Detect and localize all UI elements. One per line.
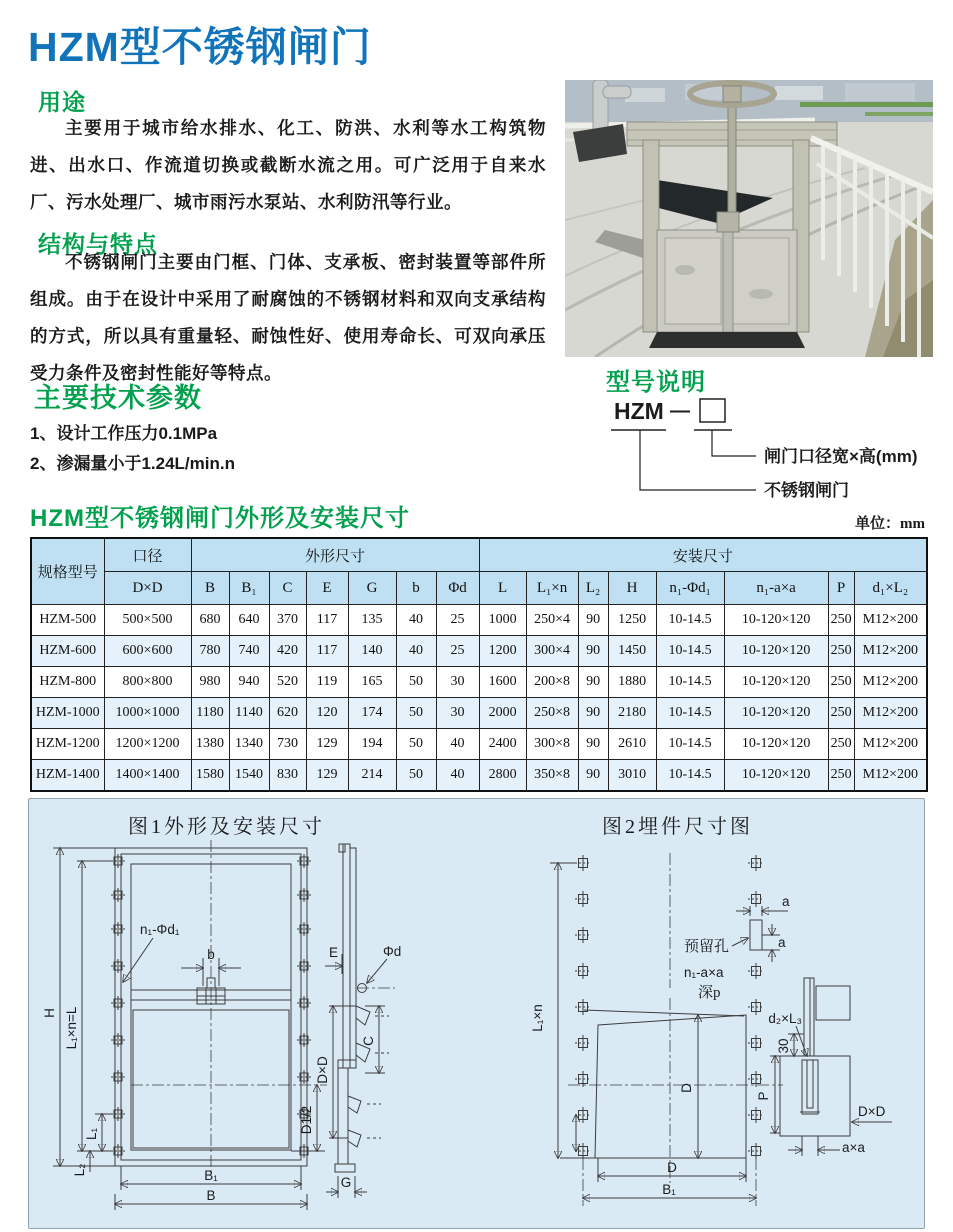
value-cell: 117 xyxy=(306,636,348,667)
model-cell: HZM-1400 xyxy=(31,760,104,792)
table-row xyxy=(31,760,927,792)
value-cell: 50 xyxy=(396,729,436,760)
col-header: L₂ xyxy=(578,572,608,605)
model-cell: HZM-500 xyxy=(31,605,104,636)
value-cell: 250 xyxy=(828,667,854,698)
value-cell: 370 xyxy=(269,605,306,636)
value-cell: 129 xyxy=(306,729,348,760)
fig1-label-L1xn-L: L₁×n=L xyxy=(64,1006,79,1050)
fig1-label-B1: B₁ xyxy=(204,1168,218,1183)
parameter-item: 2、渗漏量小于1.24L/min.n xyxy=(30,454,235,473)
value-cell: 120 xyxy=(306,698,348,729)
fig1-label-E: E xyxy=(329,945,339,960)
model-size-label: 闸门口径宽×高(mm) xyxy=(764,447,918,466)
value-cell: 600×600 xyxy=(104,636,191,667)
value-cell: 10-14.5 xyxy=(656,667,724,698)
value-cell: 1000×1000 xyxy=(104,698,191,729)
value-cell: 2400 xyxy=(479,729,526,760)
parameter-item: 1、设计工作压力0.1MPa xyxy=(30,424,218,443)
usage-heading: 用途 xyxy=(38,89,86,115)
model-prefix: HZM xyxy=(614,398,664,424)
value-cell: 940 xyxy=(229,667,269,698)
fig1-label-b: b xyxy=(207,947,215,962)
spec-table xyxy=(30,537,928,792)
col-header: L₁×n xyxy=(526,572,578,605)
value-cell: 1600 xyxy=(479,667,526,698)
value-cell: 40 xyxy=(436,760,479,792)
value-cell: 3010 xyxy=(608,760,656,792)
value-cell: 1340 xyxy=(229,729,269,760)
value-cell: 50 xyxy=(396,667,436,698)
value-cell: 10-120×120 xyxy=(724,636,828,667)
value-cell: 140 xyxy=(348,636,396,667)
spec-table-body xyxy=(31,605,927,792)
col-header: H xyxy=(608,572,656,605)
fig2-label-a-side: a xyxy=(778,935,786,950)
value-cell: 90 xyxy=(578,760,608,792)
value-cell: 1580 xyxy=(191,760,229,792)
fig2-label-DxD: D×D xyxy=(858,1104,886,1119)
value-cell: 1380 xyxy=(191,729,229,760)
fig2-label-D-vert: D xyxy=(679,1083,694,1093)
value-cell: 165 xyxy=(348,667,396,698)
value-cell: 2800 xyxy=(479,760,526,792)
value-cell: 10-120×120 xyxy=(724,667,828,698)
fig1-label-D-half: D1/2 xyxy=(299,1105,314,1135)
usage-body: 主要用于城市给水排水、化工、防洪、水利等水工构筑物进、出水口、作流道切换或截断水流之用。可广泛用于自来水厂、污水处理厂、城市雨污水泵站、水利防汛等行业。 xyxy=(30,118,546,212)
col-header: E xyxy=(306,572,348,605)
model-heading: 型号说明 xyxy=(606,369,706,396)
col-header: n₁-a×a xyxy=(724,572,828,605)
value-cell: 500×500 xyxy=(104,605,191,636)
col-header: B₁ xyxy=(229,572,269,605)
value-cell: 300×4 xyxy=(526,636,578,667)
model-cell: HZM-1200 xyxy=(31,729,104,760)
value-cell: 30 xyxy=(436,698,479,729)
fig1-title: 图1外形及安装尺寸 xyxy=(128,816,325,838)
value-cell: 25 xyxy=(436,636,479,667)
table-row xyxy=(31,636,927,667)
table-row xyxy=(31,698,927,729)
model-cell: HZM-800 xyxy=(31,667,104,698)
value-cell: 1880 xyxy=(608,667,656,698)
fig2-label-n1-axa: n₁-a×a xyxy=(684,965,724,980)
col-header: C xyxy=(269,572,306,605)
value-cell: 50 xyxy=(396,760,436,792)
value-cell: 10-120×120 xyxy=(724,605,828,636)
value-cell: 1000 xyxy=(479,605,526,636)
col-header: G xyxy=(348,572,396,605)
col-header: D×D xyxy=(104,572,191,605)
value-cell: 620 xyxy=(269,698,306,729)
fig2-label-depth-p: 深p xyxy=(698,985,721,1001)
fig2-label-thirty: 30 xyxy=(776,1038,791,1054)
value-cell: 40 xyxy=(396,636,436,667)
value-cell: 1200 xyxy=(479,636,526,667)
value-cell: 90 xyxy=(578,667,608,698)
fig2-title: 图2埋件尺寸图 xyxy=(602,816,753,838)
fig2-label-P: P xyxy=(756,1091,771,1101)
value-cell: 10-14.5 xyxy=(656,605,724,636)
value-cell: 2000 xyxy=(479,698,526,729)
fig1-label-L1: L₁ xyxy=(84,1127,99,1141)
value-cell: 117 xyxy=(306,605,348,636)
value-cell: 800×800 xyxy=(104,667,191,698)
value-cell: 90 xyxy=(578,729,608,760)
value-cell: 10-120×120 xyxy=(724,760,828,792)
value-cell: 420 xyxy=(269,636,306,667)
fig2-label-D-horiz: D xyxy=(667,1160,677,1175)
value-cell: 250×4 xyxy=(526,605,578,636)
value-cell: 2180 xyxy=(608,698,656,729)
table-row xyxy=(31,729,927,760)
table-row xyxy=(31,667,927,698)
value-cell: 10-14.5 xyxy=(656,729,724,760)
value-cell: M12×200 xyxy=(854,698,927,729)
value-cell: M12×200 xyxy=(854,667,927,698)
fig2-label-reserved-hole: 预留孔 xyxy=(684,939,730,955)
fig1-label-L2: L₂ xyxy=(72,1163,87,1177)
value-cell: 129 xyxy=(306,760,348,792)
value-cell: 780 xyxy=(191,636,229,667)
fig2-label-B1: B₁ xyxy=(662,1182,676,1197)
value-cell: 200×8 xyxy=(526,667,578,698)
header-outline-group: 外形尺寸 xyxy=(191,538,479,572)
value-cell: 50 xyxy=(396,698,436,729)
value-cell: 90 xyxy=(578,605,608,636)
fig1-label-n1-phi-d1: n₁-Φd₁ xyxy=(140,922,180,937)
value-cell: 250 xyxy=(828,636,854,667)
value-cell: 680 xyxy=(191,605,229,636)
value-cell: 350×8 xyxy=(526,760,578,792)
col-header: L xyxy=(479,572,526,605)
table-header xyxy=(31,538,927,605)
model-cell: HZM-1000 xyxy=(31,698,104,729)
value-cell: 250 xyxy=(828,729,854,760)
value-cell: 250 xyxy=(828,605,854,636)
value-cell: 300×8 xyxy=(526,729,578,760)
value-cell: 1450 xyxy=(608,636,656,667)
fig1-label-G: G xyxy=(340,1175,352,1190)
fig1-label-B: B xyxy=(206,1188,216,1203)
value-cell: M12×200 xyxy=(854,636,927,667)
fig2-label-d2xL3: d₂×L₃ xyxy=(768,1011,802,1026)
col-header: b xyxy=(396,572,436,605)
fig1-label-DxD: D×D xyxy=(315,1056,330,1084)
model-cell: HZM-600 xyxy=(31,636,104,667)
value-cell: 1400×1400 xyxy=(104,760,191,792)
model-product-label: 不锈钢闸门 xyxy=(764,481,849,500)
parameters-heading: 主要技术参数 xyxy=(34,383,202,413)
value-cell: 119 xyxy=(306,667,348,698)
value-cell: 10-14.5 xyxy=(656,698,724,729)
fig2-label-axa: a×a xyxy=(842,1140,865,1155)
value-cell: M12×200 xyxy=(854,729,927,760)
value-cell: 1540 xyxy=(229,760,269,792)
value-cell: 90 xyxy=(578,698,608,729)
value-cell: 740 xyxy=(229,636,269,667)
value-cell: 250 xyxy=(828,760,854,792)
fig2-label-L1xn: L₁×n xyxy=(530,1004,545,1032)
value-cell: M12×200 xyxy=(854,760,927,792)
value-cell: 135 xyxy=(348,605,396,636)
fig2-drawing xyxy=(498,838,928,1223)
value-cell: 1250 xyxy=(608,605,656,636)
value-cell: 250 xyxy=(828,698,854,729)
model-dash: — xyxy=(670,400,690,422)
value-cell: 830 xyxy=(269,760,306,792)
page-title: HZM型不锈钢闸门 xyxy=(28,24,372,70)
value-cell: 250×8 xyxy=(526,698,578,729)
fig1-drawing xyxy=(35,838,480,1223)
fig1-label-phi-d: Φd xyxy=(383,944,402,959)
model-code-diagram xyxy=(596,392,948,508)
value-cell: 1140 xyxy=(229,698,269,729)
value-cell: 30 xyxy=(436,667,479,698)
value-cell: 640 xyxy=(229,605,269,636)
fig2-label-a-top: a xyxy=(782,894,790,909)
value-cell: 1200×1200 xyxy=(104,729,191,760)
value-cell: 174 xyxy=(348,698,396,729)
col-header: d₁×L₂ xyxy=(854,572,927,605)
value-cell: M12×200 xyxy=(854,605,927,636)
table-row xyxy=(31,605,927,636)
header-install-group: 安装尺寸 xyxy=(479,538,927,572)
header-spec: 规格型号 xyxy=(31,538,104,605)
value-cell: 10-120×120 xyxy=(724,698,828,729)
header-bore: 口径 xyxy=(104,538,191,572)
value-cell: 980 xyxy=(191,667,229,698)
structure-heading: 结构与特点 xyxy=(38,231,158,257)
value-cell: 10-120×120 xyxy=(724,729,828,760)
value-cell: 730 xyxy=(269,729,306,760)
value-cell: 25 xyxy=(436,605,479,636)
value-cell: 40 xyxy=(436,729,479,760)
value-cell: 10-14.5 xyxy=(656,636,724,667)
value-cell: 520 xyxy=(269,667,306,698)
col-header: n₁-Φd₁ xyxy=(656,572,724,605)
fig1-label-H: H xyxy=(42,1008,57,1018)
model-size-box xyxy=(700,399,725,422)
col-header: B xyxy=(191,572,229,605)
col-header: P xyxy=(828,572,854,605)
product-photo xyxy=(565,80,933,357)
value-cell: 2610 xyxy=(608,729,656,760)
unit-note: 单位：mm xyxy=(855,516,925,532)
value-cell: 40 xyxy=(396,605,436,636)
col-header: Φd xyxy=(436,572,479,605)
value-cell: 214 xyxy=(348,760,396,792)
value-cell: 194 xyxy=(348,729,396,760)
value-cell: 90 xyxy=(578,636,608,667)
value-cell: 10-14.5 xyxy=(656,760,724,792)
structure-body: 不锈钢闸门主要由门框、门体、支承板、密封装置等部件所组成。由于在设计中采用了耐腐蚀的不锈钢材料和双向支承结构的方式，所以具有重量轻、耐蚀性好、使用寿命长、可双向承压受力条件及密封性能好等特点。 xyxy=(30,252,546,383)
table-title: HZM型不锈钢闸门外形及安装尺寸 xyxy=(30,505,410,532)
fig1-label-C: C xyxy=(361,1036,376,1046)
value-cell: 1180 xyxy=(191,698,229,729)
